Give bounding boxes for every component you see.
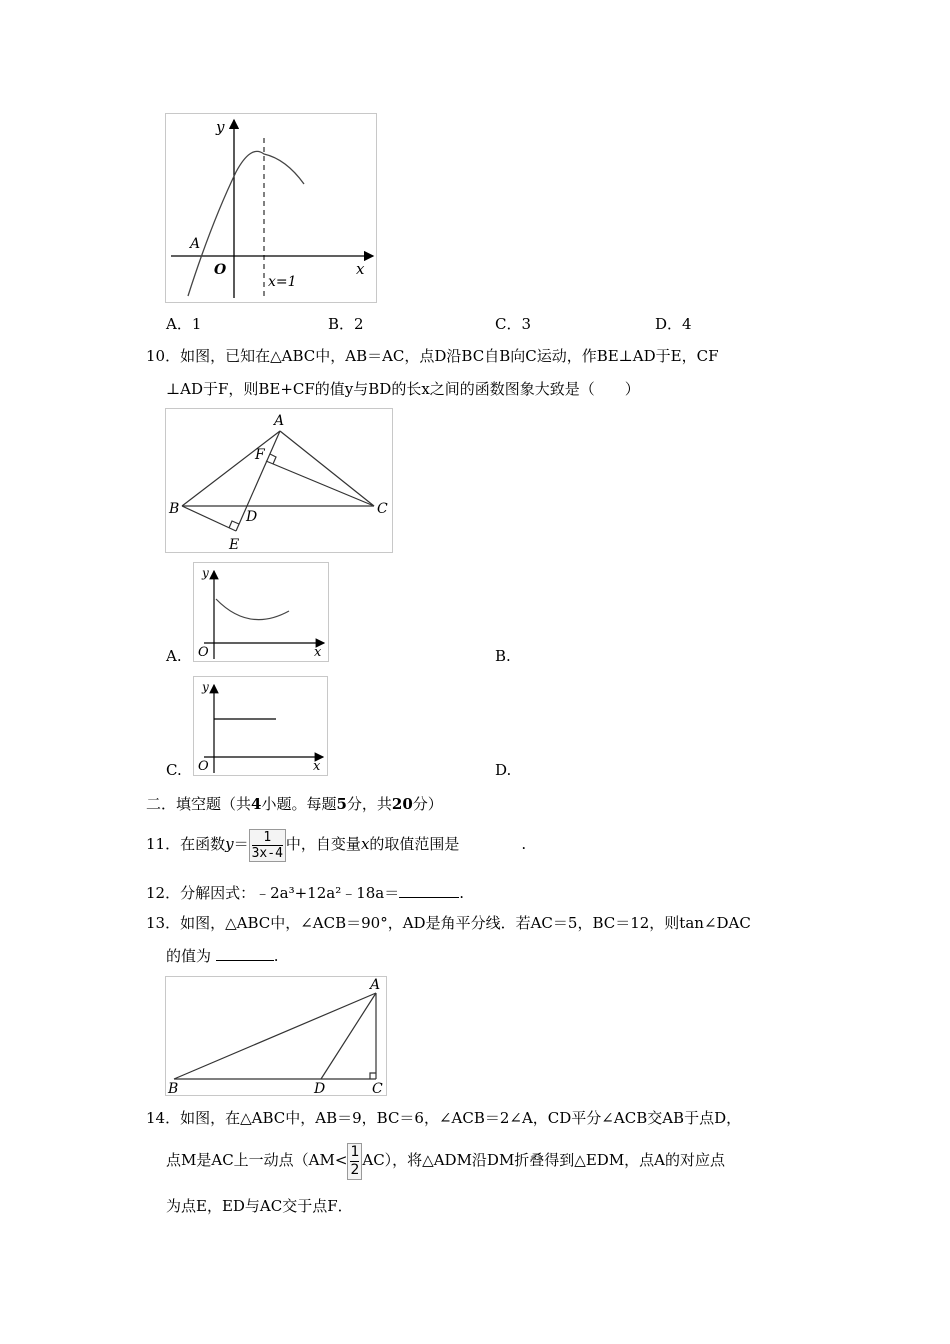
q9-graph-svg bbox=[166, 114, 376, 302]
label-c: C bbox=[372, 1081, 383, 1095]
q9-option-b: B．2 bbox=[328, 315, 364, 333]
q13-triangle-figure bbox=[165, 976, 387, 1096]
x-label: x bbox=[356, 260, 365, 278]
y-label: y bbox=[216, 118, 225, 136]
q11-fraction: $\frac{1}{3x-4}$ bbox=[249, 829, 286, 862]
origin-label: O bbox=[198, 645, 209, 660]
q10-line2: ⊥AD于F，则BE+CF的值y与BD的长x之间的函数图象大致是（ ） bbox=[166, 380, 640, 398]
right-angle-c bbox=[370, 1073, 376, 1079]
q14-line1: 14．如图，在△ABC中，AB＝9，BC＝6，∠ACB＝2∠A，CD平分∠ACB交AB于点D， bbox=[146, 1109, 742, 1127]
q14-line3: 为点E，ED与AC交于点F． bbox=[166, 1197, 353, 1215]
q13-line2: 的值为 . bbox=[166, 947, 279, 965]
u-curve bbox=[216, 599, 289, 620]
q9-option-d: D．4 bbox=[655, 315, 692, 333]
origin-label: O bbox=[198, 759, 209, 774]
point-a-label: A bbox=[190, 236, 201, 252]
y-label: y bbox=[202, 680, 209, 694]
label-b: B bbox=[169, 501, 180, 517]
label-a: A bbox=[274, 413, 285, 429]
segment-ae bbox=[236, 431, 280, 531]
q14-fraction: $\frac{1}{2}$ bbox=[347, 1143, 362, 1180]
q10-option-c-svg bbox=[194, 677, 327, 775]
q12-line: 12．分解因式：﹣2a³+12a²﹣18a＝ . bbox=[146, 884, 465, 902]
q13-triangle-svg bbox=[166, 977, 386, 1095]
q10-option-a-label: A. bbox=[166, 647, 182, 665]
q13-blank[interactable] bbox=[216, 960, 274, 961]
q9-graph bbox=[165, 113, 377, 303]
q14-line2: 点M是AC上一动点（AM< $\frac{1}{2}AC$），将△ADM沿DM折叠得到△EDM，点A的对应点 bbox=[166, 1143, 726, 1178]
section-2-title: 二．填空题（共4小题。每题5分，共20分） bbox=[146, 795, 443, 813]
q13-line1: 13．如图，△ABC中，∠ACB＝90°，AD是角平分线．若AC＝5，BC＝12，则tan∠DAC bbox=[146, 914, 751, 932]
q10-option-a-graph bbox=[193, 562, 329, 662]
q10-line1: 10．如图，已知在△ABC中，AB＝AC，点D沿BC自B向C运动，作BE⊥AD于E，CF bbox=[146, 347, 719, 365]
x-label: x bbox=[314, 645, 322, 660]
q10-triangle-figure bbox=[165, 408, 393, 553]
q10-option-c-label: C. bbox=[166, 761, 182, 779]
q10-option-c-graph bbox=[193, 676, 328, 776]
x-label: x bbox=[313, 759, 321, 774]
segment-ab bbox=[174, 993, 376, 1079]
segment-ad bbox=[321, 993, 376, 1079]
q9-option-a: A．1 bbox=[166, 315, 202, 333]
q9-option-c: C．3 bbox=[495, 315, 532, 333]
label-d: D bbox=[314, 1081, 326, 1095]
label-e: E bbox=[229, 537, 240, 552]
y-label: y bbox=[202, 566, 209, 580]
label-d: D bbox=[246, 509, 258, 525]
origin-label: O bbox=[214, 262, 227, 278]
label-a: A bbox=[370, 977, 381, 993]
q10-triangle-svg bbox=[166, 409, 392, 552]
q10-option-d-label: D. bbox=[495, 761, 512, 779]
axis-label: x=1 bbox=[268, 274, 297, 290]
q11-line: 11．在函数y＝ $\frac{1}{3x-4}$中，自变量x的取值范围是 . bbox=[146, 829, 527, 861]
q10-option-b-label: B. bbox=[495, 647, 511, 665]
label-c: C bbox=[377, 501, 388, 517]
label-b: B bbox=[168, 1081, 179, 1095]
q12-blank[interactable] bbox=[399, 897, 459, 898]
label-f: F bbox=[255, 447, 265, 463]
segment-cf bbox=[266, 461, 374, 506]
segment-ab bbox=[182, 431, 280, 506]
segment-ac bbox=[280, 431, 374, 506]
q10-option-a-svg bbox=[194, 563, 328, 661]
segment-be bbox=[182, 506, 236, 531]
